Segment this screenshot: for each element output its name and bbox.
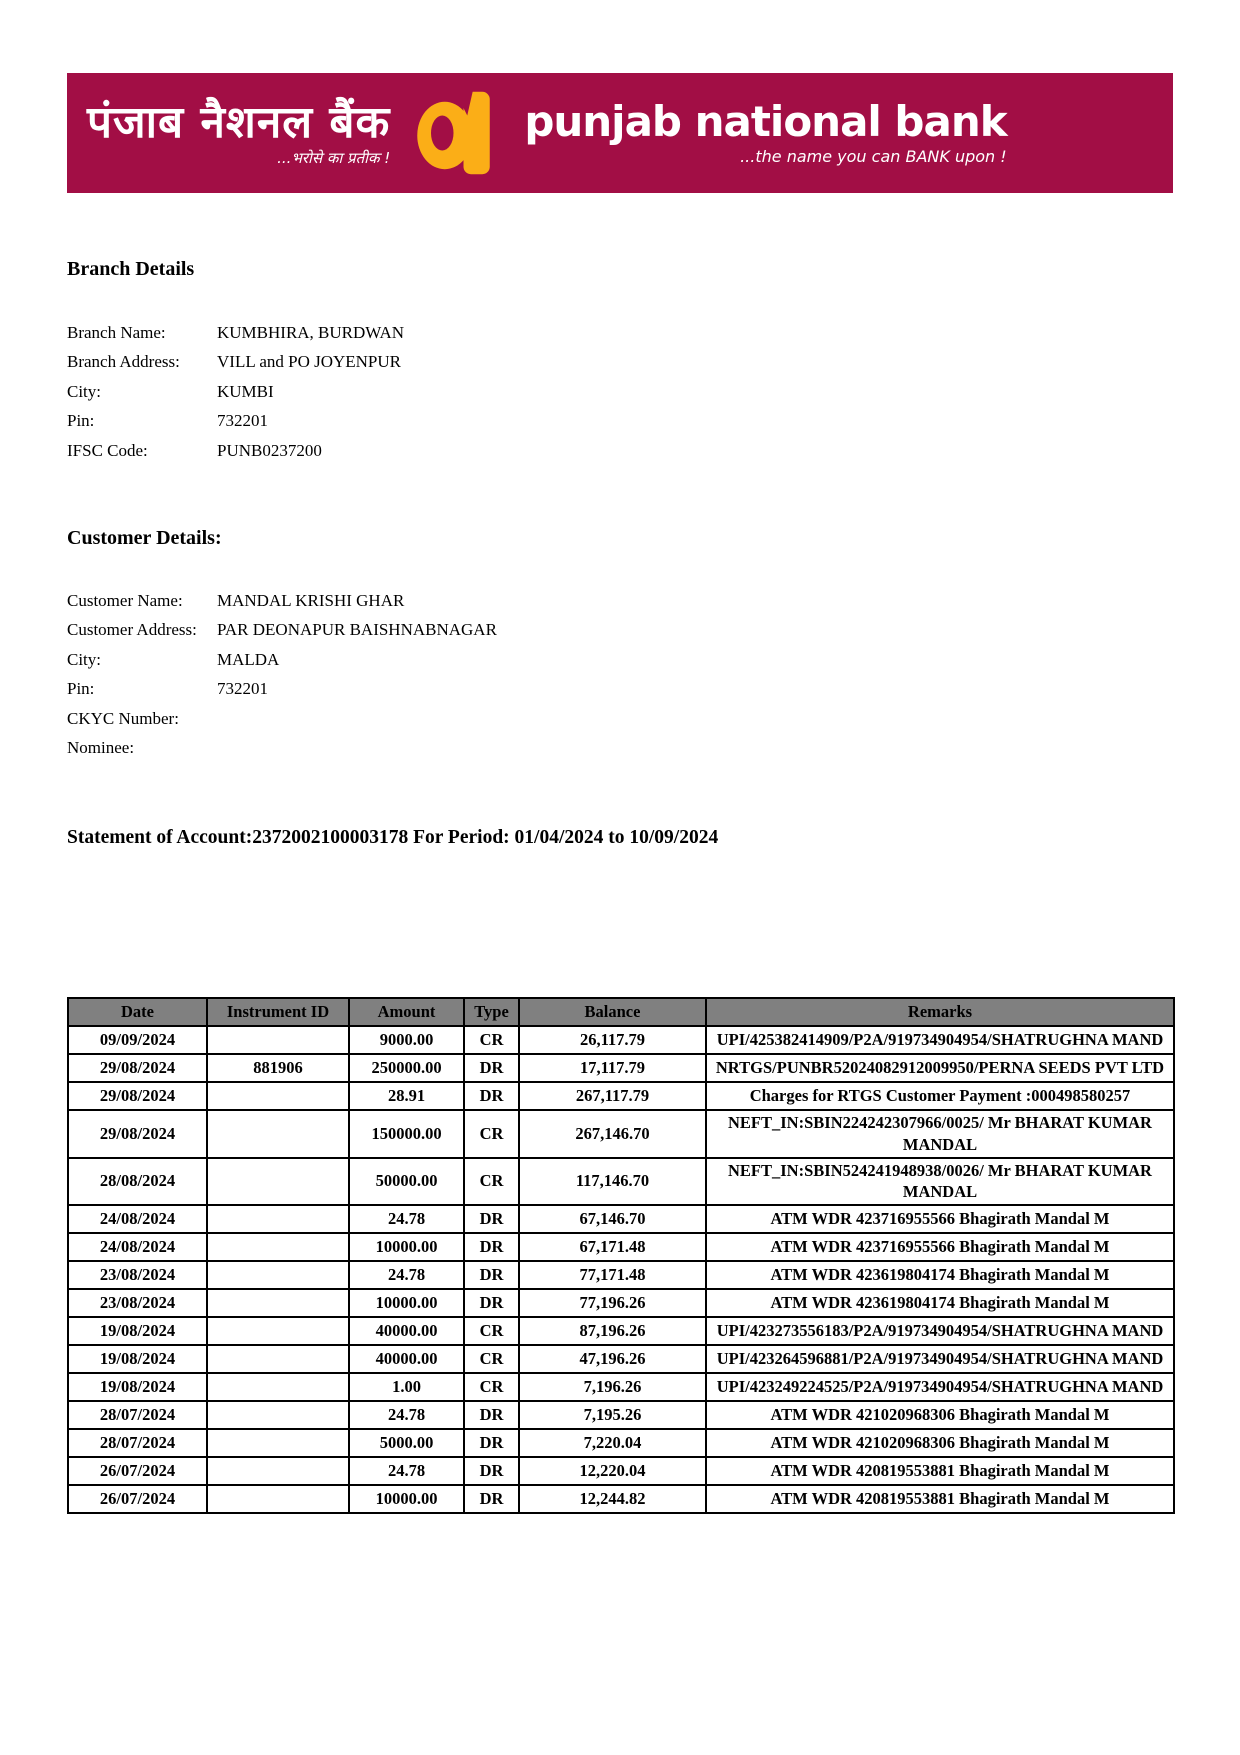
customer-field-label: Customer Name: — [67, 590, 183, 610]
cell-remarks: ATM WDR 421020968306 Bhagirath Mandal M — [706, 1429, 1174, 1457]
customer-details-heading: Customer Details: — [67, 527, 222, 549]
cell-type: DR — [464, 1429, 519, 1457]
customer-field-label: City: — [67, 649, 102, 669]
cell-instrument-id — [207, 1457, 349, 1485]
cell-instrument-id: 881906 — [207, 1054, 349, 1082]
branch-field-label: IFSC Code: — [67, 440, 148, 460]
table-row — [68, 1110, 1174, 1158]
table-header-cell: Remarks — [706, 998, 1174, 1026]
pnb-english-tagline: ...the name you can BANK upon ! — [740, 147, 1007, 166]
cell-date: 26/07/2024 — [68, 1457, 207, 1485]
branch-details-fields — [67, 318, 404, 466]
table-row — [68, 1261, 1174, 1289]
cell-date: 26/07/2024 — [68, 1485, 207, 1513]
cell-date: 28/08/2024 — [68, 1158, 207, 1206]
cell-type: DR — [464, 1289, 519, 1317]
cell-remarks: ATM WDR 423619804174 Bhagirath Mandal M — [706, 1261, 1174, 1289]
cell-date: 29/08/2024 — [68, 1082, 207, 1110]
cell-balance: 47,196.26 — [519, 1345, 706, 1373]
branch-field-label: City: — [67, 381, 102, 401]
cell-remarks: ATM WDR 420819553881 Bhagirath Mandal M — [706, 1457, 1174, 1485]
cell-balance: 267,146.70 — [519, 1110, 706, 1158]
cell-type: CR — [464, 1110, 519, 1158]
pnb-english-logo-text: punjab national bank — [524, 97, 1007, 146]
cell-date: 29/08/2024 — [68, 1054, 207, 1082]
cell-instrument-id — [207, 1205, 349, 1233]
customer-field-row — [67, 616, 497, 646]
cell-amount: 24.78 — [349, 1261, 464, 1289]
cell-remarks: ATM WDR 423716955566 Bhagirath Mandal M — [706, 1233, 1174, 1261]
cell-remarks: ATM WDR 420819553881 Bhagirath Mandal M — [706, 1485, 1174, 1513]
cell-amount: 24.78 — [349, 1401, 464, 1429]
cell-amount: 40000.00 — [349, 1317, 464, 1345]
cell-date: 23/08/2024 — [68, 1289, 207, 1317]
pnb-english-logo-block — [524, 97, 1007, 166]
branch-field-value: PUNB0237200 — [217, 440, 322, 460]
cell-amount: 24.78 — [349, 1457, 464, 1485]
cell-date: 23/08/2024 — [68, 1261, 207, 1289]
cell-instrument-id — [207, 1485, 349, 1513]
customer-field-row — [67, 675, 497, 705]
branch-field-label: Branch Name: — [67, 322, 166, 342]
cell-instrument-id — [207, 1345, 349, 1373]
table-row — [68, 1158, 1174, 1206]
cell-remarks: UPI/423264596881/P2A/919734904954/SHATRUGHNA MAND — [706, 1345, 1174, 1373]
cell-date: 28/07/2024 — [68, 1429, 207, 1457]
branch-field-row — [67, 377, 404, 407]
pnb-hindi-logo-block — [87, 96, 391, 167]
branch-field-label: Branch Address: — [67, 352, 180, 372]
cell-type: DR — [464, 1054, 519, 1082]
cell-type: DR — [464, 1485, 519, 1513]
cell-date: 28/07/2024 — [68, 1401, 207, 1429]
cell-balance: 77,196.26 — [519, 1289, 706, 1317]
table-header-cell: Amount — [349, 998, 464, 1026]
table-header-cell: Date — [68, 998, 207, 1026]
cell-type: DR — [464, 1401, 519, 1429]
cell-date: 09/09/2024 — [68, 1026, 207, 1054]
cell-instrument-id — [207, 1429, 349, 1457]
cell-remarks: NEFT_IN:SBIN524241948938/0026/ Mr BHARAT KUMAR MANDAL — [706, 1158, 1174, 1206]
cell-instrument-id — [207, 1289, 349, 1317]
cell-type: DR — [464, 1457, 519, 1485]
cell-amount: 9000.00 — [349, 1026, 464, 1054]
cell-instrument-id — [207, 1401, 349, 1429]
branch-field-label: Pin: — [67, 411, 95, 431]
customer-field-value: 732201 — [217, 679, 268, 699]
cell-amount: 10000.00 — [349, 1485, 464, 1513]
customer-field-value: PAR DEONAPUR BAISHNABNAGAR — [217, 620, 497, 640]
cell-balance: 26,117.79 — [519, 1026, 706, 1054]
cell-balance: 67,171.48 — [519, 1233, 706, 1261]
cell-instrument-id — [207, 1233, 349, 1261]
cell-balance: 267,117.79 — [519, 1082, 706, 1110]
cell-amount: 28.91 — [349, 1082, 464, 1110]
cell-balance: 87,196.26 — [519, 1317, 706, 1345]
table-header-cell: Type — [464, 998, 519, 1026]
cell-amount: 50000.00 — [349, 1158, 464, 1206]
cell-balance: 7,196.26 — [519, 1373, 706, 1401]
cell-remarks: UPI/423249224525/P2A/919734904954/SHATRUGHNA MAND — [706, 1373, 1174, 1401]
branch-field-row — [67, 436, 404, 466]
cell-balance: 67,146.70 — [519, 1205, 706, 1233]
cell-balance: 7,195.26 — [519, 1401, 706, 1429]
cell-type: DR — [464, 1082, 519, 1110]
cell-instrument-id — [207, 1261, 349, 1289]
cell-amount: 1.00 — [349, 1373, 464, 1401]
table-header-cell: Balance — [519, 998, 706, 1026]
cell-date: 24/08/2024 — [68, 1233, 207, 1261]
cell-type: DR — [464, 1261, 519, 1289]
customer-field-value: MANDAL KRISHI GHAR — [217, 590, 405, 610]
cell-remarks: ATM WDR 423619804174 Bhagirath Mandal M — [706, 1289, 1174, 1317]
cell-instrument-id — [207, 1317, 349, 1345]
customer-field-label: Nominee: — [67, 738, 135, 758]
cell-date: 24/08/2024 — [68, 1205, 207, 1233]
table-row — [68, 1205, 1174, 1233]
cell-remarks: UPI/425382414909/P2A/919734904954/SHATRUGHNA MAND — [706, 1026, 1174, 1054]
cell-instrument-id — [207, 1082, 349, 1110]
cell-balance: 12,244.82 — [519, 1485, 706, 1513]
cell-remarks: ATM WDR 423716955566 Bhagirath Mandal M — [706, 1205, 1174, 1233]
cell-type: CR — [464, 1026, 519, 1054]
branch-field-row — [67, 407, 404, 437]
pnb-hindi-logo-text: पंजाब नैशनल बैंक — [87, 96, 391, 148]
table-row — [68, 1485, 1174, 1513]
branch-field-value: 732201 — [217, 411, 268, 431]
cell-balance: 12,220.04 — [519, 1457, 706, 1485]
table-row — [68, 1345, 1174, 1373]
table-header-row — [68, 998, 1174, 1026]
branch-field-value: KUMBHIRA, BURDWAN — [217, 322, 405, 342]
cell-instrument-id — [207, 1373, 349, 1401]
customer-field-row — [67, 645, 497, 675]
cell-type: DR — [464, 1233, 519, 1261]
table-row — [68, 1317, 1174, 1345]
table-row — [68, 1457, 1174, 1485]
cell-type: CR — [464, 1373, 519, 1401]
cell-remarks: UPI/423273556183/P2A/919734904954/SHATRUGHNA MAND — [706, 1317, 1174, 1345]
branch-field-row — [67, 348, 404, 378]
table-row — [68, 1373, 1174, 1401]
cell-amount: 24.78 — [349, 1205, 464, 1233]
cell-date: 19/08/2024 — [68, 1345, 207, 1373]
customer-field-label: CKYC Number: — [67, 708, 179, 728]
cell-type: CR — [464, 1158, 519, 1206]
table-row — [68, 1054, 1174, 1082]
cell-amount: 40000.00 — [349, 1345, 464, 1373]
cell-instrument-id — [207, 1026, 349, 1054]
customer-field-row — [67, 704, 497, 734]
cell-amount: 10000.00 — [349, 1289, 464, 1317]
cell-remarks: NRTGS/PUNBR52024082912009950/PERNA SEEDS PVT LTD — [706, 1054, 1174, 1082]
cell-remarks: NEFT_IN:SBIN224242307966/0025/ Mr BHARAT KUMAR MANDAL — [706, 1110, 1174, 1158]
cell-date: 29/08/2024 — [68, 1110, 207, 1158]
cell-instrument-id — [207, 1158, 349, 1206]
cell-balance: 17,117.79 — [519, 1054, 706, 1082]
table-row — [68, 1429, 1174, 1457]
table-row — [68, 1289, 1174, 1317]
cell-amount: 250000.00 — [349, 1054, 464, 1082]
customer-details-fields — [67, 586, 497, 763]
customer-field-row — [67, 734, 497, 764]
table-row — [68, 1233, 1174, 1261]
pnb-logo-icon — [416, 88, 496, 178]
cell-instrument-id — [207, 1110, 349, 1158]
cell-amount: 150000.00 — [349, 1110, 464, 1158]
cell-amount: 5000.00 — [349, 1429, 464, 1457]
cell-remarks: Charges for RTGS Customer Payment :000498580257 — [706, 1082, 1174, 1110]
cell-type: CR — [464, 1317, 519, 1345]
branch-field-row — [67, 318, 404, 348]
branch-field-value: KUMBI — [217, 381, 274, 401]
branch-details-heading: Branch Details — [67, 258, 195, 280]
bank-banner — [67, 73, 1173, 193]
cell-remarks: ATM WDR 421020968306 Bhagirath Mandal M — [706, 1401, 1174, 1429]
customer-field-label: Customer Address: — [67, 620, 197, 640]
cell-type: DR — [464, 1205, 519, 1233]
pnb-hindi-tagline: ...भरोसे का प्रतीक ! — [277, 148, 391, 167]
cell-date: 19/08/2024 — [68, 1317, 207, 1345]
branch-field-value: VILL and PO JOYENPUR — [217, 352, 402, 372]
customer-field-row — [67, 586, 497, 616]
table-header-cell: Instrument ID — [207, 998, 349, 1026]
cell-amount: 10000.00 — [349, 1233, 464, 1261]
cell-date: 19/08/2024 — [68, 1373, 207, 1401]
cell-balance: 117,146.70 — [519, 1158, 706, 1206]
table-row — [68, 1026, 1174, 1054]
customer-field-value: MALDA — [217, 649, 280, 669]
table-row — [68, 1401, 1174, 1429]
customer-field-label: Pin: — [67, 679, 95, 699]
cell-balance: 77,171.48 — [519, 1261, 706, 1289]
transactions-table — [67, 997, 1175, 1514]
cell-balance: 7,220.04 — [519, 1429, 706, 1457]
cell-type: CR — [464, 1345, 519, 1373]
table-row — [68, 1082, 1174, 1110]
statement-title: Statement of Account:2372002100003178 For Period: 01/04/2024 to 10/09/2024 — [67, 827, 719, 848]
